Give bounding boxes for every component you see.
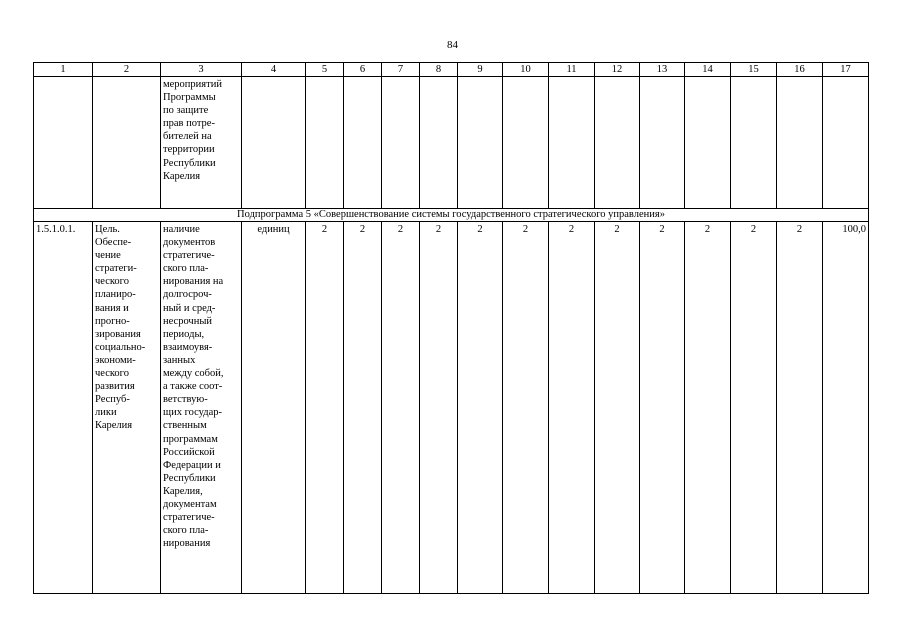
text-line: Карелия, [163, 485, 203, 497]
column-header: 8 [420, 63, 458, 77]
text-line: Цель. [95, 224, 120, 235]
column-header: 12 [595, 63, 640, 77]
text-line: стратегиче- [163, 250, 215, 262]
value-cell: 2 [382, 222, 420, 594]
indicator-table [33, 62, 869, 594]
table-cell [382, 77, 420, 209]
text-line: нирования [163, 538, 211, 550]
text-line: документам [163, 498, 217, 510]
column-header: 10 [503, 63, 549, 77]
text-line: ческого [95, 276, 129, 288]
text-line: долгосроч- [163, 289, 212, 301]
table-cell [549, 77, 595, 209]
unit-cell: единиц [242, 222, 306, 594]
value-cell: 2 [503, 222, 549, 594]
table-cell [777, 77, 823, 209]
text-line: территории [163, 144, 215, 156]
column-header: 6 [344, 63, 382, 77]
text-line: прогно- [95, 315, 130, 327]
table-cell [93, 77, 161, 209]
text-line: лики [95, 407, 117, 419]
text-line: развития [95, 381, 135, 393]
text-line: вания и [95, 302, 129, 314]
text-line: чение [95, 250, 121, 262]
column-header: 2 [93, 63, 161, 77]
text-line: ный и сред- [163, 302, 216, 314]
text-line: документов [163, 237, 216, 249]
column-header: 11 [549, 63, 595, 77]
subprogram-title: Подпрограмма 5 «Совершенствование системы государственного стратегического управления» [34, 209, 869, 222]
text-line: Респуб- [95, 394, 130, 406]
text-line: ского пла- [163, 525, 209, 537]
text-line: планиро- [95, 289, 136, 301]
text-line: нирования на [163, 276, 224, 288]
column-header: 7 [382, 63, 420, 77]
value-cell: 2 [777, 222, 823, 594]
continuation-row [34, 77, 869, 209]
text-line: Программы [163, 92, 216, 104]
table-cell [242, 77, 306, 209]
table-cell [306, 77, 344, 209]
table-cell [731, 77, 777, 209]
indicator-code: 1.5.1.0.1. [34, 222, 93, 594]
indicator-text [161, 222, 242, 594]
value-cell: 2 [595, 222, 640, 594]
value-cell: 2 [549, 222, 595, 594]
table-cell [344, 77, 382, 209]
text-line: Республики [163, 157, 216, 169]
column-header: 13 [640, 63, 685, 77]
table-cell [685, 77, 731, 209]
column-header: 5 [306, 63, 344, 77]
text-line: а также соот- [163, 381, 223, 393]
indicator-row [34, 222, 869, 594]
indicator-text-continued [161, 77, 242, 209]
text-line: Российской [163, 446, 215, 458]
text-line: периоды, [163, 328, 205, 340]
final-value-cell: 100,0 [823, 222, 869, 594]
goal-text [93, 222, 161, 594]
table-cell [420, 77, 458, 209]
text-line: экономи- [95, 354, 136, 366]
value-cell: 2 [420, 222, 458, 594]
text-line: бителей на [163, 131, 212, 143]
column-header: 17 [823, 63, 869, 77]
text-line: зирования [95, 328, 141, 340]
column-header: 3 [161, 63, 242, 77]
text-line: Карелия [95, 420, 133, 432]
text-line: занных [163, 354, 196, 366]
table-cell [34, 77, 93, 209]
column-number-row [34, 63, 869, 77]
text-line: мероприятий [163, 79, 222, 90]
value-cell: 2 [685, 222, 731, 594]
text-line: наличие [163, 224, 200, 235]
value-cell: 2 [306, 222, 344, 594]
table-cell [640, 77, 685, 209]
value-cell: 2 [731, 222, 777, 594]
text-line: программам [163, 433, 218, 445]
column-header: 1 [34, 63, 93, 77]
subprogram-row [34, 209, 869, 222]
text-line: ветствую- [163, 394, 208, 406]
text-line: Обеспе- [95, 237, 132, 249]
text-line: стратеги- [95, 263, 137, 275]
text-line: по защите [163, 105, 209, 117]
text-line: прав потре- [163, 118, 215, 130]
table-cell [595, 77, 640, 209]
text-line: ческого [95, 368, 129, 380]
text-line: между собой, [163, 368, 224, 380]
text-line: ственным [163, 420, 207, 432]
column-header: 9 [458, 63, 503, 77]
text-line: Карелия [163, 170, 201, 182]
value-cell: 2 [344, 222, 382, 594]
text-line: стратегиче- [163, 512, 215, 524]
text-line: социально- [95, 341, 146, 353]
column-header: 14 [685, 63, 731, 77]
table-cell [503, 77, 549, 209]
value-cell: 2 [640, 222, 685, 594]
value-cell: 2 [458, 222, 503, 594]
text-line: Федерации и [163, 459, 221, 471]
text-line: Республики [163, 472, 216, 484]
column-header: 15 [731, 63, 777, 77]
column-header: 4 [242, 63, 306, 77]
text-line: щих государ- [163, 407, 222, 419]
text-line: ского пла- [163, 263, 209, 275]
column-header: 16 [777, 63, 823, 77]
page-number: 84 [447, 39, 458, 51]
table-cell [458, 77, 503, 209]
text-line: взаимоувя- [163, 341, 213, 353]
table-cell [823, 77, 869, 209]
text-line: несрочный [163, 315, 213, 327]
